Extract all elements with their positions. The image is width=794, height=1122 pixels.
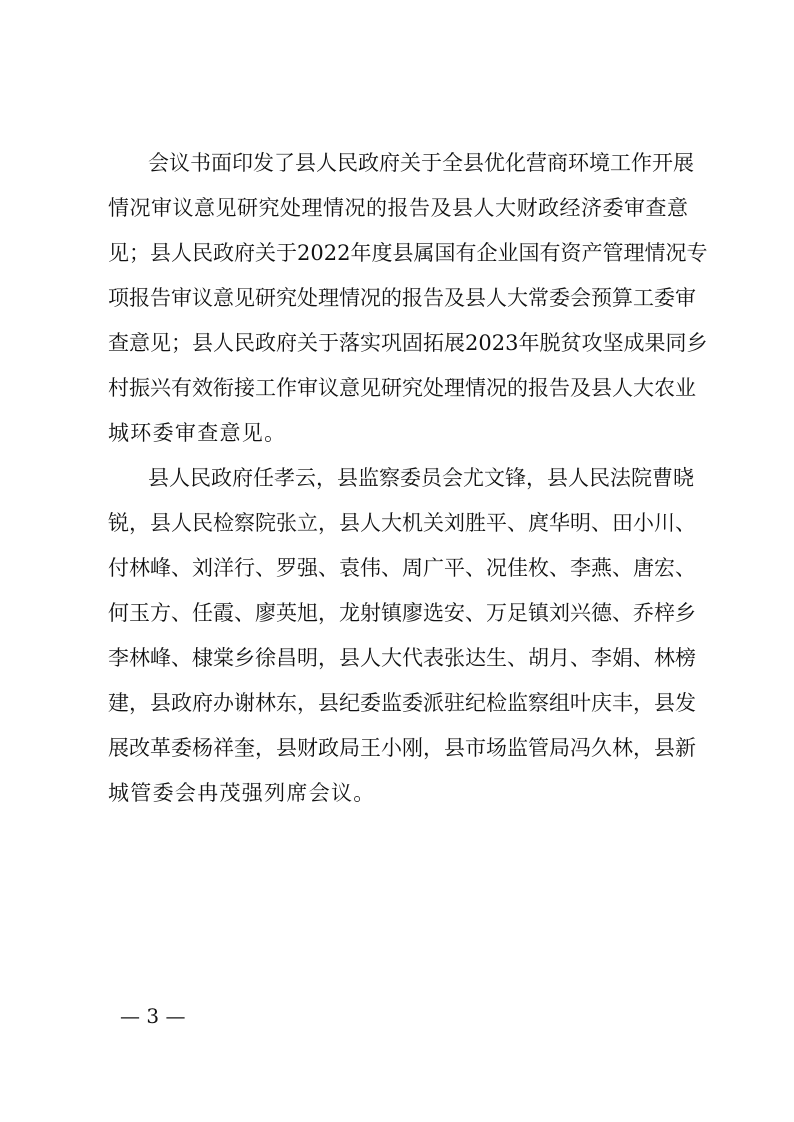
paragraph-2-line-3: 付林峰、刘洋行、罗强、袁伟、周广平、况佳枚、李燕、唐宏、 <box>108 556 696 580</box>
paragraph-2-line-8: 城管委会冉茂强列席会议。 <box>108 781 376 805</box>
paragraph-1-line-5: 查意见；县人民政府关于落实巩固拓展2023年脱贫攻坚成果同乡 <box>108 331 708 355</box>
paragraph-2-line-6: 建，县政府办谢林东，县纪委监委派驻纪检监察组叶庆丰，县发 <box>108 691 696 715</box>
paragraph-2-line-7: 展改革委杨祥奎，县财政局王小刚，县市场监管局冯久林，县新 <box>108 736 696 760</box>
paragraph-1-line-2: 情况审议意见研究处理情况的报告及县人大财政经济委审查意 <box>108 196 688 220</box>
paragraph-1-line-1: 会议书面印发了县人民政府关于全县优化营商环境工作开展 <box>148 151 694 175</box>
page-number: — 3 — <box>120 1004 186 1028</box>
paragraph-2-line-2: 锐，县人民检察院张立，县人大机关刘胜平、庹华明、田小川、 <box>108 511 696 535</box>
paragraph-2-line-5: 李林峰、棣棠乡徐昌明，县人大代表张达生、胡月、李娟、林榜 <box>108 646 696 670</box>
paragraph-2-line-1: 县人民政府任孝云，县监察委员会尤文锋，县人民法院曹晓 <box>148 466 694 490</box>
paragraph-1-line-4: 项报告审议意见研究处理情况的报告及县人大常委会预算工委审 <box>108 286 696 310</box>
paragraph-1-line-7: 城环委审查意见。 <box>108 421 287 445</box>
paragraph-1-line-6: 村振兴有效衔接工作审议意见研究处理情况的报告及县人大农业 <box>108 376 696 400</box>
paragraph-1-line-3: 见；县人民政府关于2022年度县属国有企业国有资产管理情况专 <box>108 241 708 265</box>
paragraph-2-line-4: 何玉方、任霞、廖英旭，龙射镇廖选安、万足镇刘兴德、乔梓乡 <box>108 601 696 625</box>
